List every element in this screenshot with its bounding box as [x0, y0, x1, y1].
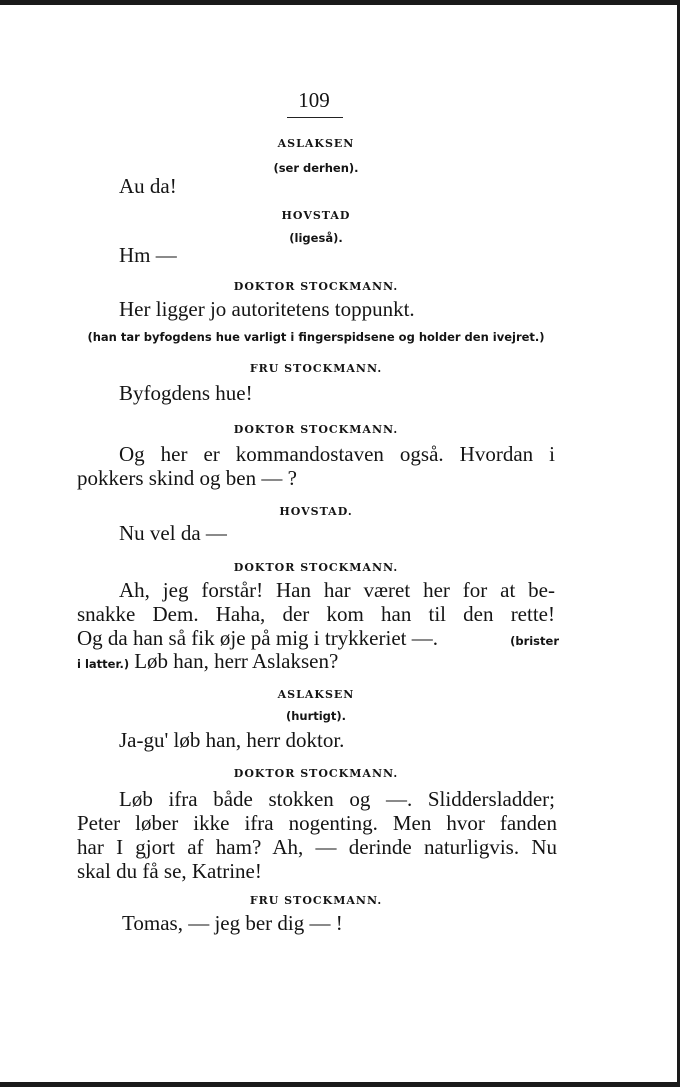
- speaker-name: DOKTOR STOCKMANN.: [233, 280, 399, 293]
- stage-direction: (han tar byfogdens hue varligt i fingerspidsene og holder den ivejret.): [87, 330, 545, 344]
- dialogue-line: Nu vel da —: [119, 521, 227, 545]
- dialogue-line: Peter løber ikke ifra nogenting. Men hvor fanden: [77, 811, 557, 835]
- dialogue-line-with-direction: [77, 626, 559, 651]
- dialogue-line: Og her er kommandostaven også. Hvordan i: [119, 442, 555, 466]
- dialogue-line-with-direction: [77, 649, 338, 674]
- stage-direction: (ser derhen).: [273, 161, 359, 175]
- stage-direction: (hurtigt).: [285, 709, 347, 723]
- dialogue-line: har I gjort af ham? Ah, — derinde naturligvis. Nu: [77, 835, 557, 859]
- scan-top-edge: [0, 0, 680, 5]
- dialogue-line: Ja-gu' løb han, herr doktor.: [119, 728, 345, 752]
- stage-direction: (brister: [510, 634, 559, 648]
- dialogue-line: Løb ifra både stokken og —. Sliddersladder;: [119, 787, 555, 811]
- speaker-name: DOKTOR STOCKMANN.: [233, 767, 399, 780]
- page-number: 109: [298, 88, 330, 112]
- dialogue-line: Ah, jeg forstår! Han har været her for at be-: [119, 578, 555, 602]
- speaker-name: ASLAKSEN: [277, 137, 355, 150]
- dialogue-line: snakke Dem. Haha, der kom han til den rette!: [77, 602, 555, 626]
- stage-direction: (ligeså).: [289, 231, 343, 245]
- dialogue-line: skal du få se, Katrine!: [77, 859, 262, 883]
- speaker-name: HOVSTAD.: [279, 505, 353, 518]
- dialogue-line: Og da han så fik øje på mig i trykkeriet —.: [77, 626, 438, 650]
- speaker-name: FRU STOCKMANN.: [249, 894, 383, 907]
- dialogue-line: Løb han, herr Aslaksen?: [134, 649, 339, 673]
- speaker-name: FRU STOCKMANN.: [249, 362, 383, 375]
- speaker-name: HOVSTAD: [281, 209, 351, 222]
- dialogue-line: Hm —: [119, 243, 177, 267]
- speaker-name: ASLAKSEN: [277, 688, 355, 701]
- dialogue-line: Tomas, — jeg ber dig — !: [122, 911, 343, 935]
- dialogue-line: Her ligger jo autoritetens toppunkt.: [119, 297, 415, 321]
- speaker-name: DOKTOR STOCKMANN.: [233, 423, 399, 436]
- page-number-rule: [287, 117, 343, 118]
- stage-direction: i latter.): [77, 657, 130, 671]
- dialogue-line: pokkers skind og ben — ?: [77, 466, 297, 490]
- speaker-name: DOKTOR STOCKMANN.: [233, 561, 399, 574]
- dialogue-line: Au da!: [119, 174, 177, 198]
- scan-bottom-edge: [0, 1082, 680, 1087]
- dialogue-line: Byfogdens hue!: [119, 381, 253, 405]
